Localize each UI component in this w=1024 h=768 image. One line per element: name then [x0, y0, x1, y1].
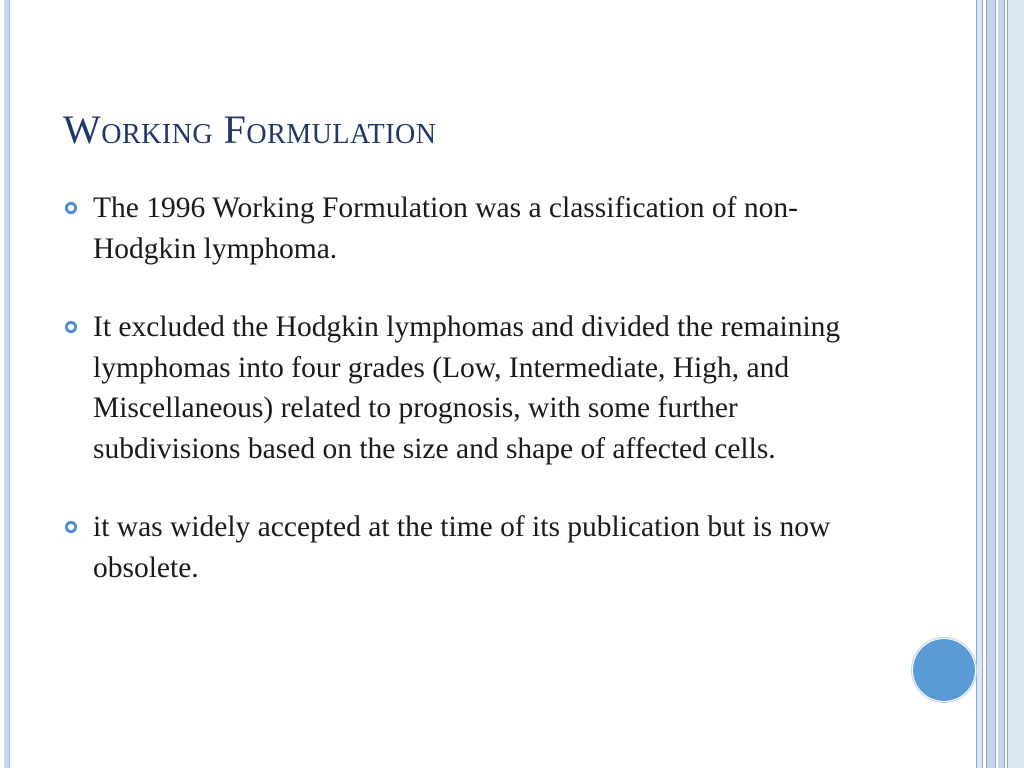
- bullet-item: [64, 507, 884, 588]
- left-border-decoration: [4, 0, 10, 768]
- bullet-item: [64, 188, 884, 269]
- slide-title: Working Formulation: [63, 107, 437, 152]
- bullet-list: [64, 188, 884, 588]
- bullet-item: [64, 307, 884, 469]
- bullet-text: it was widely accepted at the time of its publication but is now obsolete.: [93, 511, 831, 584]
- bullet-text: The 1996 Working Formulation was a classification of non-Hodgkin lymphoma.: [93, 192, 798, 265]
- ring-bullet-icon: [64, 320, 78, 334]
- circle-decoration: [913, 639, 975, 701]
- bullet-text: It excluded the Hodgkin lymphomas and divided the remaining lymphomas into four grades (Low, Intermediate, High, and Miscellaneous) related to prognosis, with some further subdivisions based on the size and shape of affected cells.: [93, 311, 841, 465]
- ring-bullet-icon: [64, 201, 78, 215]
- right-stripe-decoration: [976, 0, 1024, 768]
- ring-bullet-icon: [64, 520, 78, 534]
